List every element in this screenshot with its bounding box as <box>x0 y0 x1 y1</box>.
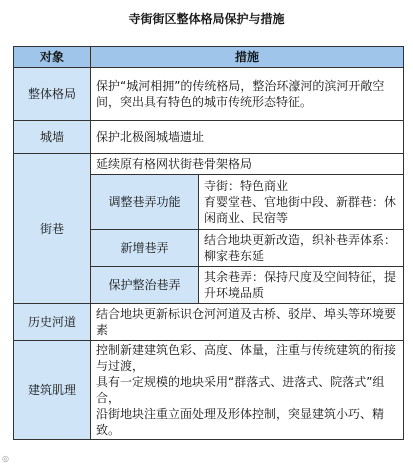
adjust-line1: 寺街：特色商业 <box>204 179 289 193</box>
row-river <box>14 304 404 341</box>
sub-new-label: 新增巷弄 <box>91 230 199 267</box>
header-measures: 措施 <box>91 47 404 68</box>
measures-table <box>13 46 404 440</box>
watermark-logo: ◎ <box>2 454 9 463</box>
header-row <box>14 47 404 68</box>
adjust-line2: 育婴堂巷、官地街中段、新群巷：休闲商业、民宿等 <box>204 195 397 225</box>
header-object: 对象 <box>14 47 91 68</box>
measure-lanes-intro: 延续原有格网状街巷骨架格局 <box>91 154 404 175</box>
row-overall <box>14 68 404 121</box>
object-texture: 建筑肌理 <box>14 341 91 440</box>
measure-river: 结合地块更新标识仓河河道及古桥、驳岸、埠头等环境要素 <box>91 304 404 341</box>
object-lanes: 街巷 <box>14 154 91 304</box>
texture-line3: 沿街地块注重立面处理及形体控制，突显建筑小巧、精致。 <box>96 407 385 437</box>
measure-wall: 保护北极阁城墙遗址 <box>91 121 404 154</box>
object-overall: 整体格局 <box>14 68 91 121</box>
document-title: 寺街街区整体格局保护与措施 <box>128 12 285 26</box>
measure-overall: 保护“城河相拥”的传统格局，整治环濠河的滨河开敞空间，突出具有特色的城市传统形态特征。 <box>91 68 404 121</box>
row-lanes-intro <box>14 154 404 175</box>
texture-line1: 控制新建建筑色彩、高度、体量，注重与传统建筑的衔接与过渡， <box>96 343 397 373</box>
row-texture <box>14 341 404 440</box>
object-river: 历史河道 <box>14 304 91 341</box>
texture-line2: 具有一定规模的地块采用“群落式、进落式、院落式”组合， <box>96 375 385 405</box>
row-wall <box>14 121 404 154</box>
sub-protect-label: 保护整治巷弄 <box>91 267 199 304</box>
sub-new-text: 结合地块更新改造，织补巷弄体系：柳家巷东延 <box>199 230 404 267</box>
sub-adjust-text <box>199 175 404 230</box>
object-wall: 城墙 <box>14 121 91 154</box>
sub-protect-text: 其余巷弄：保持尺度及空间特征，提升环境品质 <box>199 267 404 304</box>
measure-texture <box>91 341 404 440</box>
sub-adjust-label: 调整巷弄功能 <box>91 175 199 230</box>
